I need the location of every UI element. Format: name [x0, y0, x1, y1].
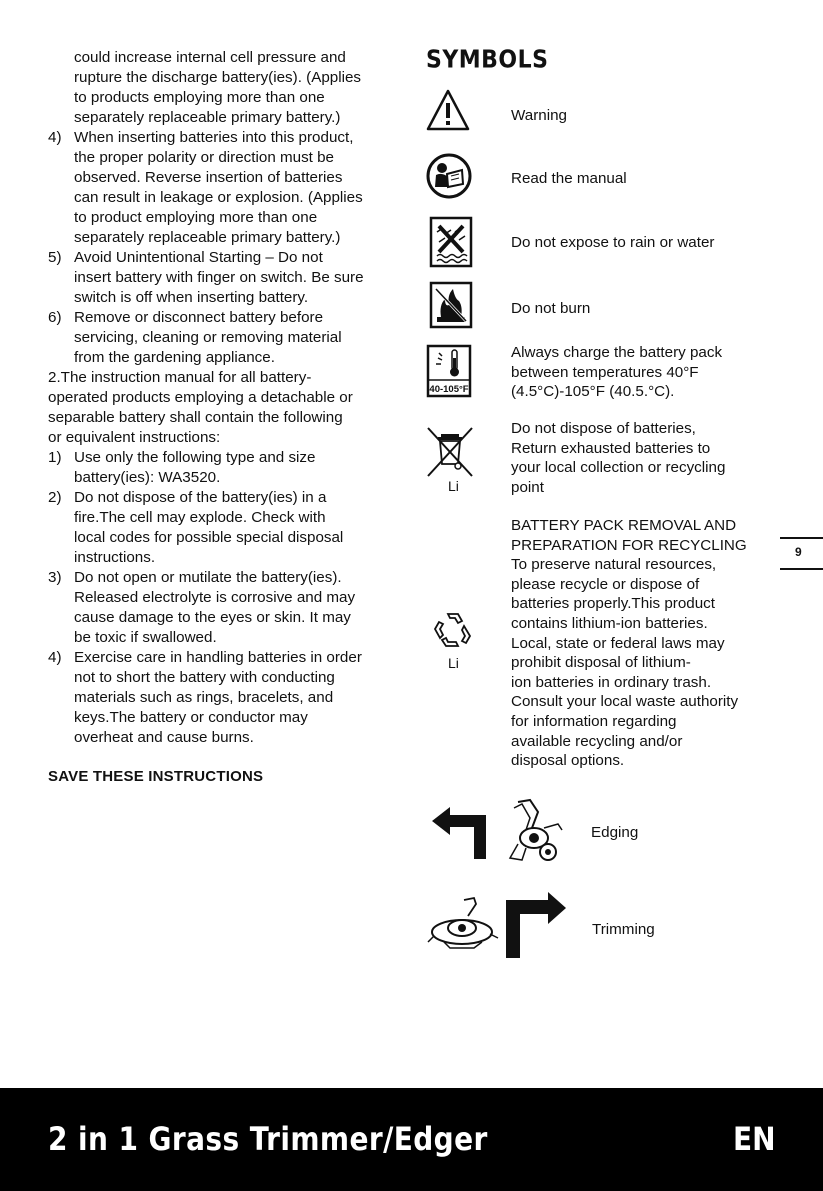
temperature-range-label: 40-105°F: [429, 384, 469, 395]
recycle-icon: [428, 608, 478, 654]
list-item: [48, 128, 398, 248]
text-line: To preserve natural resources,: [511, 556, 717, 574]
text-line: your local collection or recycling: [511, 459, 726, 477]
text-line: contains lithium-ion batteries.: [511, 614, 708, 632]
text-line: rupture the discharge battery(ies). (Applies: [74, 69, 362, 86]
removal-text: [511, 516, 786, 771]
text-line: separately replaceable primary battery.): [74, 229, 341, 246]
footer-language: EN: [733, 1120, 776, 1158]
read-manual-label: Read the manual: [511, 170, 627, 187]
thermometer-icon: [426, 344, 472, 398]
text-line: available recycling and/or: [511, 732, 683, 750]
intro-paragraph: [48, 48, 398, 128]
text-line: operated products employing a detachable or: [48, 389, 353, 406]
recycle-li-label: Li: [448, 655, 459, 671]
text-line: prohibit disposal of lithium-: [511, 654, 691, 672]
dispose-text: [511, 419, 786, 497]
text-line: overheat and cause burns.: [74, 729, 254, 746]
text-line: Do not dispose of the battery(ies) in a: [74, 489, 327, 506]
list-item: [48, 308, 398, 368]
list-item: [48, 488, 398, 568]
item-number: 6): [48, 309, 62, 326]
text-line: not to short the battery with conducting: [74, 669, 335, 686]
text-line: Local, state or federal laws may: [511, 634, 725, 652]
warning-label: Warning: [511, 107, 567, 124]
item-number: 2): [48, 489, 62, 506]
page-number: 9: [795, 545, 802, 559]
text-line: When inserting batteries into this product,: [74, 129, 354, 146]
text-line: switch is off when inserting battery.: [74, 289, 309, 306]
text-line: instructions.: [74, 549, 156, 566]
text-line: Do not open or mutilate the battery(ies).: [74, 569, 342, 586]
page-tab-top-line: [780, 537, 823, 539]
trimmer-tool-icon: [424, 896, 500, 956]
text-line: local codes for possible special disposal: [74, 529, 344, 546]
item-number: 4): [48, 649, 62, 666]
item-number: 5): [48, 249, 62, 266]
text-line: point: [511, 478, 544, 496]
text-line: Always charge the battery pack: [511, 344, 723, 361]
page-tab-bottom-line: [780, 568, 823, 570]
crossed-bin-icon: [424, 424, 476, 484]
text-line: Consult your local waste authority: [511, 693, 739, 711]
save-instructions-heading: SAVE THESE INSTRUCTIONS: [48, 768, 264, 785]
text-line: Exercise care in handling batteries in order: [74, 649, 362, 666]
item-number: 3): [48, 569, 62, 586]
text-line: Remove or disconnect battery before: [74, 309, 324, 326]
text-line: separately replaceable primary battery.): [74, 109, 341, 126]
text-line: from the gardening appliance.: [74, 349, 275, 366]
item-number: 1): [48, 449, 62, 466]
temperature-text: [511, 343, 786, 402]
warning-icon: [425, 88, 471, 132]
text-line: fire.The cell may explode. Check with: [74, 509, 326, 526]
text-line: Do not dispose of batteries,: [511, 420, 696, 437]
bin-li-label: Li: [448, 478, 459, 494]
footer-title: 2 in 1 Grass Trimmer/Edger: [48, 1120, 488, 1158]
text-line: PREPARATION FOR RECYCLING: [511, 536, 747, 554]
text-line: servicing, cleaning or removing material: [74, 329, 342, 346]
arrow-left-turn-icon: [430, 805, 490, 861]
text-line: (4.5°C)-105°F (40.5.°C).: [511, 383, 675, 401]
text-line: Released electrolyte is corrosive and may: [74, 589, 356, 606]
symbols-heading: SYMBOLS: [426, 46, 549, 74]
text-line: can result in leakage or explosion. (Applies: [74, 189, 363, 206]
list-item: [48, 568, 398, 648]
text-line: for information regarding: [511, 712, 677, 730]
no-burn-label: Do not burn: [511, 300, 591, 317]
list-item: [48, 248, 398, 308]
text-line: to product employing more than one: [74, 209, 318, 226]
read-manual-icon: [426, 153, 472, 199]
arrow-right-turn-icon: [502, 888, 568, 960]
text-line: between temperatures 40°F: [511, 363, 699, 381]
text-line: observed. Reverse insertion of batteries: [74, 169, 343, 186]
text-line: the proper polarity or direction must be: [74, 149, 335, 166]
list-item: [48, 448, 398, 488]
text-line: cause damage to the eyes or skin. It may: [74, 609, 351, 626]
text-line: ion batteries in ordinary trash.: [511, 673, 712, 691]
text-line: please recycle or dispose of: [511, 575, 700, 593]
text-line: disposal options.: [511, 752, 625, 770]
text-line: to products employing more than one: [74, 89, 325, 106]
text-line: or equivalent instructions:: [48, 429, 221, 446]
text-line: separable battery shall contain the following: [48, 409, 343, 426]
edger-tool-icon: [500, 798, 570, 866]
text-line: batteries properly.This product: [511, 595, 715, 613]
item-number: 4): [48, 129, 62, 146]
left-column: [48, 48, 398, 748]
text-line: insert battery with finger on switch. Be sure: [74, 269, 364, 286]
text-line: Avoid Unintentional Starting – Do not: [74, 249, 323, 266]
edging-label: Edging: [591, 824, 639, 841]
no-rain-icon: [429, 216, 473, 268]
no-burn-icon: [429, 281, 473, 329]
text-line: Return exhausted batteries to: [511, 439, 711, 457]
trimming-label: Trimming: [592, 921, 655, 938]
text-line: materials such as rings, bracelets, and: [74, 689, 334, 706]
text-line: be toxic if swallowed.: [74, 629, 217, 646]
text-line: Use only the following type and size: [74, 449, 316, 466]
list-item: [48, 648, 398, 748]
paragraph-2: [48, 368, 398, 448]
text-line: BATTERY PACK REMOVAL AND: [511, 517, 737, 534]
text-line: battery(ies): WA3520.: [74, 469, 221, 486]
text-line: keys.The battery or conductor may: [74, 709, 308, 726]
text-line: 2.The instruction manual for all battery-: [48, 369, 312, 386]
no-rain-label: Do not expose to rain or water: [511, 234, 715, 251]
text-line: could increase internal cell pressure and: [74, 49, 346, 66]
